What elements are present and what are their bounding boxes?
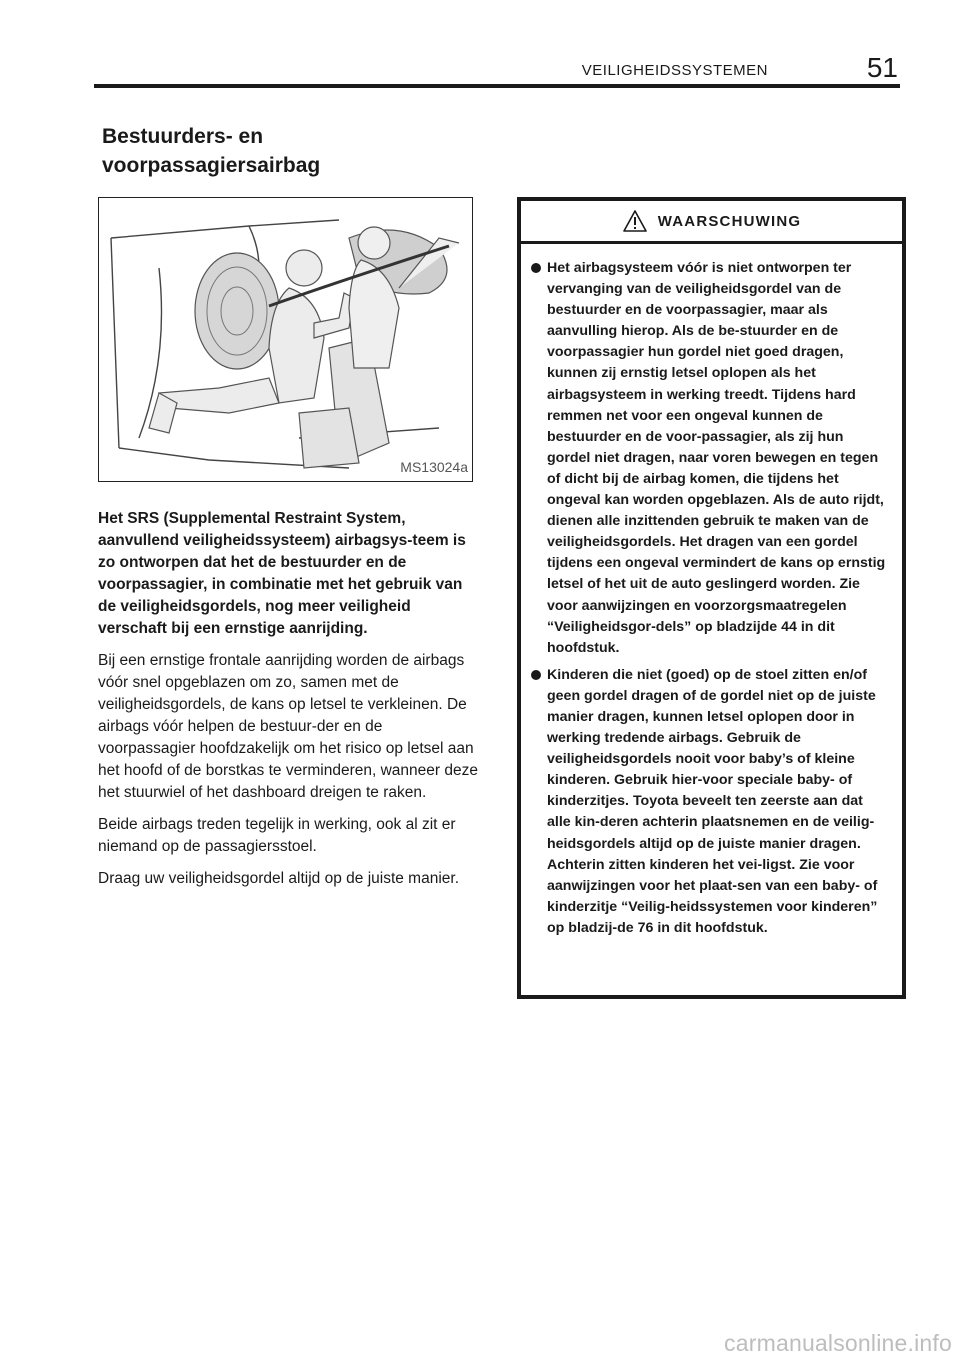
warning-item — [531, 665, 890, 939]
bullet-icon — [531, 263, 541, 273]
intro-text — [98, 508, 480, 900]
warning-body — [521, 244, 902, 939]
intro-paragraph: Draag uw veiligheidsgordel altijd op de juiste manier. — [98, 870, 460, 887]
bullet-icon — [531, 670, 541, 680]
warning-title: WAARSCHUWING — [657, 212, 802, 230]
header-section-title: VEILIGHEIDSSYSTEMEN — [581, 62, 768, 79]
section-title — [102, 122, 482, 180]
intro-paragraph: Beide airbags treden tegelijk in werking, ook al zit er niemand op de passagiersstoel. — [98, 816, 456, 855]
intro-bold-paragraph: Het SRS (Supplemental Restraint System, aanvullend veiligheidssysteem) airbagsys-teem is zo ontworpen dat het de bestuurder en de voorpassagier, in combinatie met het gebruik van de veiligheidsgordels, nog meer veiligheid verschaft bij een ernstige aanrijding. — [98, 510, 466, 637]
airbag-illustration — [98, 197, 473, 482]
warning-triangle-icon — [622, 209, 648, 233]
watermark: carmanualsonline.info — [724, 1330, 952, 1356]
airbag-illustration-drawing — [99, 198, 471, 480]
header-rule — [94, 84, 900, 88]
warning-item-text: Het airbagsysteem vóór is niet ontworpen ter vervanging van de veiligheidsgordel van de bestuurder en de voorpassagier, maar als aanvulling hierop. Als de be-stuurder en de voorpassagier hun gordel niet goed dragen, kunnen zij ernstig letsel oplopen als het airbagsysteem in werking treedt. Tijdens hard remmen net voor een ongeval kunnen de bestuurder en de voor-passagier, als zij hun gordel niet dragen, naar voren bewegen en tegen of dicht bij de airbag komen, die tijdens het ongeval kan worden opgeblazen. Als de auto rijdt, dienen alle inzittenden gebruik te maken van de veiligheidsgordels. Het dragen van een gordel tijdens een ongeval vermindert de kans op ernstig letsel of het uit de auto geslingerd worden. Zie voor aanwijzingen en voorzorgsmaatregelen “Veiligheidsgor-dels” op bladzijde 44 in dit hoofdstuk. — [547, 260, 886, 656]
warning-box — [517, 197, 906, 999]
section-title-line-2: voorpassagiersairbag — [102, 154, 321, 177]
figure-code: MS13024a — [400, 459, 468, 475]
page-number: 51 — [866, 52, 898, 83]
warning-item — [531, 258, 890, 659]
warning-header — [521, 201, 902, 244]
intro-paragraph: Bij een ernstige frontale aanrijding worden de airbags vóór snel opgeblazen om zo, samen met de veiligheidsgordels, de kans op letsel te verkleinen. De airbags vóór helpen de bestuur-der en de voorpassagier hoofdzakelijk om het risico op letsel aan het hoofd of de borstkas te verminderen, wanneer deze het stuurwiel of het dashboard dreigen te raken. — [98, 652, 478, 801]
section-title-line-1: Bestuurders- en — [102, 125, 264, 148]
warning-item-text: Kinderen die niet (goed) op de stoel zitten en/of geen gordel dragen of de gordel niet op de juiste manier dragen, kunnen letsel oplopen door in werking tredende airbags. Gebruik de veiligheidsgordels nooit voor baby’s of kleine kinderen. Gebruik hier-voor speciale baby- of kinderzitjes. Toyota beveelt ten zeerste aan dat alle kin-deren achterin plaatsnemen en de veilig-heidsgordels altijd op de juiste manier dragen. Achterin zitten kinderen het vei-ligst. Zie voor aanwijzingen voor het plaat-sen van een baby- of kinderzitje “Veilig-heidssystemen voor kinderen” op bladzij-de 76 in dit hoofdstuk. — [547, 666, 878, 936]
